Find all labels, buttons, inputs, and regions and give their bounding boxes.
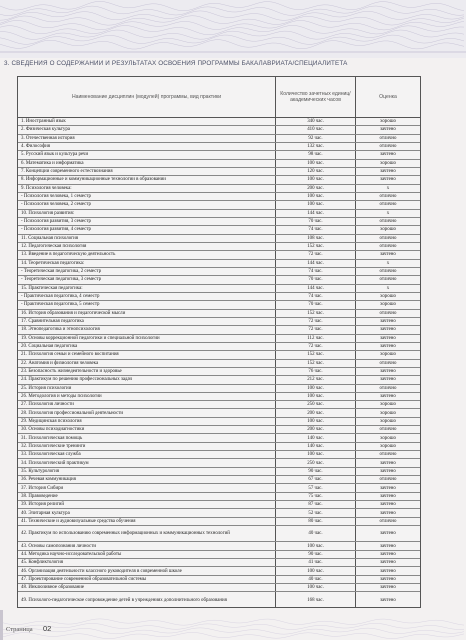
discipline-name-cell: 45. Конфликтология — [18, 559, 276, 566]
grade-cell: хорошо — [380, 402, 396, 408]
discipline-name-cell: 14. Теоретическая педагогика: — [18, 260, 276, 267]
table-row — [18, 243, 420, 251]
grade-cell: зачтено — [380, 502, 396, 508]
grade-cell: зачтено — [380, 335, 396, 341]
page-edge-mark — [0, 610, 3, 640]
table-row — [18, 226, 420, 234]
grade-cell: зачтено — [380, 177, 396, 183]
page-label: Страница — [6, 626, 33, 633]
hours-cell: 144 час. — [276, 285, 356, 292]
table-row — [18, 476, 420, 484]
discipline-name-cell: 21. Психология семьи и семейного воспитания — [18, 351, 276, 358]
grade-cell: отлично — [379, 269, 397, 274]
grade-cell: отлично — [379, 452, 397, 458]
hours-cell: 72 час. — [276, 326, 356, 333]
table-row — [18, 509, 420, 517]
table-row — [18, 201, 420, 209]
grade-cell: зачтено — [380, 551, 396, 557]
header-discipline-name: Наименование дисциплин (модулей) программы, вид практики — [18, 77, 276, 117]
discipline-name-cell: 1. Иностранный язык — [18, 118, 276, 125]
discipline-name-cell: 11. Социальная психология — [18, 235, 276, 242]
discipline-name-cell: 15. Практическая педагогика: — [18, 285, 276, 292]
hours-cell: 90 час. — [276, 551, 356, 558]
table-row — [18, 418, 420, 426]
discipline-name-cell: 47. Проектирование современной образовательной системы — [18, 576, 276, 583]
grade-cell: зачтено — [380, 510, 396, 516]
table-row — [18, 143, 420, 151]
table-row — [18, 551, 420, 559]
grade-cell: отлично — [379, 219, 397, 225]
discipline-name-cell: 48. Инклюзивное образование — [18, 584, 276, 591]
discipline-name-cell: - Теоретическая педагогика, 2 семестр — [18, 268, 276, 275]
hours-cell: 152 час. — [276, 243, 356, 250]
guilloche-bottom-border — [0, 616, 466, 640]
hours-cell: 72 час. — [276, 343, 356, 350]
discipline-name-cell: 6. Математика и информатика — [18, 160, 276, 167]
table-row — [18, 559, 420, 567]
discipline-name-cell: 28. Психология профессиональной деятельности — [18, 409, 276, 416]
grade-cell: отлично — [379, 360, 397, 366]
discipline-name-cell: 9. Психология человека: — [18, 185, 276, 192]
table-row — [18, 135, 420, 143]
table-row — [18, 360, 420, 368]
hours-cell: 144 час. — [276, 210, 356, 217]
table-row — [18, 385, 420, 393]
discipline-name-cell: 37. История Сибири — [18, 484, 276, 491]
table-row — [18, 401, 420, 409]
discipline-name-cell: 38. Правоведение — [18, 493, 276, 500]
hours-cell: 200 час. — [276, 409, 356, 416]
table-row — [18, 210, 420, 218]
discipline-name-cell: 18. Этнопедагогика и этнопсихология — [18, 326, 276, 333]
grade-cell: зачтено — [380, 493, 396, 499]
hours-cell: 152 час. — [276, 360, 356, 367]
table-row — [18, 434, 420, 442]
grade-cell: хорошо — [380, 302, 396, 308]
grade-cell: отлично — [379, 202, 397, 208]
grade-cell: x — [386, 260, 390, 266]
hours-cell: 140 час. — [276, 443, 356, 450]
hours-cell: 108 час. — [276, 235, 356, 242]
table-row — [18, 193, 420, 201]
discipline-name-cell: 26. Методология и методы психологии — [18, 393, 276, 400]
table-row — [18, 318, 420, 326]
grade-cell: отлично — [379, 310, 397, 316]
section-title: 3. СВЕДЕНИЯ О СОДЕРЖАНИИ И РЕЗУЛЬТАТАХ ОСВОЕНИЯ ПРОГРАММЫ БАКАЛАВРИАТА/СПЕЦИАЛИТЕТА — [4, 60, 348, 67]
table-row — [18, 584, 420, 592]
discipline-name-cell: - Теоретическая педагогика, 3 семестр — [18, 276, 276, 283]
hours-cell: 100 час. — [276, 193, 356, 200]
table-row — [18, 518, 420, 526]
grade-cell: зачтено — [380, 368, 396, 374]
discipline-name-cell: 39. История религий — [18, 501, 276, 508]
hours-cell: 100 час. — [276, 542, 356, 549]
hours-cell: 67 час. — [276, 476, 356, 483]
grade-cell: хорошо — [380, 352, 396, 358]
table-row — [18, 576, 420, 584]
table-body — [18, 118, 420, 608]
discipline-name-cell: 19. Основы коррекционной педагогики и специальной психологии — [18, 335, 276, 342]
table-row — [18, 592, 420, 607]
table-row — [18, 351, 420, 359]
hours-cell: 80 час. — [276, 518, 356, 525]
table-row — [18, 176, 420, 184]
table-row — [18, 151, 420, 159]
hours-cell: 70 час. — [276, 276, 356, 283]
grade-cell: зачтено — [380, 597, 396, 603]
table-row — [18, 260, 420, 268]
grade-cell: отлично — [379, 135, 397, 141]
hours-cell: 98 час. — [276, 151, 356, 158]
discipline-name-cell: 46. Организация деятельности классного руководителя в современной школе — [18, 567, 276, 574]
table-row — [18, 443, 420, 451]
discipline-name-cell: 20. Социальная педагогика — [18, 343, 276, 350]
discipline-name-cell: - Психология человека, 2 семестр — [18, 201, 276, 208]
discipline-name-cell: 16. История образования и педагогической мысли — [18, 310, 276, 317]
table-row — [18, 393, 420, 401]
table-row — [18, 268, 420, 276]
grade-cell: x — [386, 285, 390, 291]
table-row — [18, 409, 420, 417]
discipline-name-cell: 10. Психология развития: — [18, 210, 276, 217]
hours-cell: 100 час. — [276, 393, 356, 400]
table-header — [18, 77, 420, 118]
grade-cell: хорошо — [380, 293, 396, 299]
hours-cell: 100 час. — [276, 385, 356, 392]
grade-cell: хорошо — [380, 435, 396, 441]
grade-cell: отлично — [379, 194, 397, 200]
discipline-name-cell: 13. Введение в педагогическую деятельность — [18, 251, 276, 258]
hours-cell: 74 час. — [276, 293, 356, 300]
hours-cell: 168 час. — [276, 592, 356, 607]
table-row — [18, 451, 420, 459]
table-row — [18, 285, 420, 293]
discipline-name-cell: 31. Психологическая помощь — [18, 434, 276, 441]
table-row — [18, 185, 420, 193]
hours-cell: 92 час. — [276, 135, 356, 142]
table-row — [18, 301, 420, 309]
grade-cell: x — [386, 185, 390, 191]
table-row — [18, 335, 420, 343]
discipline-name-cell: 12. Педагогическая психология — [18, 243, 276, 250]
grade-cell: зачтено — [380, 152, 396, 158]
hours-cell: 200 час. — [276, 426, 356, 433]
hours-cell: 52 час. — [276, 509, 356, 516]
grade-cell: отлично — [379, 518, 397, 524]
discipline-name-cell: 41. Технические и аудиовизуальные средства обучения — [18, 518, 276, 525]
hours-cell: 100 час. — [276, 201, 356, 208]
hours-cell: 340 час. — [276, 118, 356, 125]
hours-cell: 74 час. — [276, 226, 356, 233]
grade-cell: зачтено — [380, 252, 396, 258]
discipline-name-cell: 35. Культурология — [18, 468, 276, 475]
hours-cell: 152 час. — [276, 310, 356, 317]
discipline-name-cell: 33. Психологическая служба — [18, 451, 276, 458]
discipline-name-cell: 43. Основы самопознания личности — [18, 542, 276, 549]
hours-cell: 40 час. — [276, 576, 356, 583]
hours-cell: 250 час. — [276, 459, 356, 466]
grade-cell: отлично — [379, 277, 397, 283]
discipline-name-cell: 23. Безопасность жизнедеятельности и здоровье — [18, 368, 276, 375]
grade-cell: отлично — [379, 244, 397, 250]
table-row — [18, 310, 420, 318]
hours-cell: 250 час. — [276, 401, 356, 408]
discipline-name-cell: 30. Основы психодиагностики — [18, 426, 276, 433]
grade-cell: отлично — [379, 235, 397, 241]
table-row — [18, 368, 420, 376]
table-row — [18, 376, 420, 384]
discipline-name-cell: 49. Психолого-педагогическое сопровождение детей в учреждениях дополнительного образования — [18, 592, 276, 607]
hours-cell: 120 час. — [276, 168, 356, 175]
table-row — [18, 426, 420, 434]
table-row — [18, 218, 420, 226]
discipline-name-cell: 7. Концепции современного естествознания — [18, 168, 276, 175]
discipline-name-cell: 34. Психологический практикум — [18, 459, 276, 466]
table-row — [18, 468, 420, 476]
hours-cell: 70 час. — [276, 301, 356, 308]
table-row — [18, 160, 420, 168]
discipline-name-cell: 17. Сравнительная педагогика — [18, 318, 276, 325]
grade-cell: зачтено — [380, 568, 396, 574]
grade-cell: хорошо — [380, 119, 396, 125]
table-row — [18, 251, 420, 259]
table-row — [18, 343, 420, 351]
grade-cell: зачтено — [380, 169, 396, 175]
table-row — [18, 459, 420, 467]
hours-cell: 100 час. — [276, 451, 356, 458]
table-row — [18, 118, 420, 126]
table-row — [18, 493, 420, 501]
discipline-name-cell: 42. Практикум по использованию современных информационных и коммуникационных технологий — [18, 526, 276, 541]
header-hours: Количество зачетных единиц/ академических часов — [276, 77, 356, 117]
discipline-name-cell: 5. Русский язык и культура речи — [18, 151, 276, 158]
discipline-name-cell: - Практическая педагогика, 4 семестр — [18, 293, 276, 300]
hours-cell: 74 час. — [276, 268, 356, 275]
hours-cell: 200 час. — [276, 185, 356, 192]
hours-cell: 100 час. — [276, 567, 356, 574]
grade-cell: x — [386, 210, 390, 216]
grade-cell: хорошо — [380, 160, 396, 166]
courses-table — [17, 76, 421, 608]
table-row — [18, 526, 420, 542]
grade-cell: хорошо — [380, 443, 396, 449]
hours-cell: 132 час. — [276, 143, 356, 150]
grade-cell: зачтено — [380, 468, 396, 474]
discipline-name-cell: 3. Отечественная история — [18, 135, 276, 142]
grade-cell: зачтено — [380, 327, 396, 333]
hours-cell: 144 час. — [276, 260, 356, 267]
discipline-name-cell: 44. Методика научно-исследовательской работы — [18, 551, 276, 558]
discipline-name-cell: 27. Психология личности — [18, 401, 276, 408]
discipline-name-cell: 40. Элитарная культура — [18, 509, 276, 516]
discipline-name-cell: 25. История психологии — [18, 385, 276, 392]
discipline-name-cell: - Психология развития, 4 семестр — [18, 226, 276, 233]
hours-cell: 112 час. — [276, 335, 356, 342]
grade-cell: отлично — [379, 427, 397, 433]
table-row — [18, 484, 420, 492]
discipline-name-cell: 22. Анатомия и физиология человека — [18, 360, 276, 367]
grade-cell: хорошо — [380, 227, 396, 233]
hours-cell: 140 час. — [276, 434, 356, 441]
discipline-name-cell: 29. Медицинская психология — [18, 418, 276, 425]
hours-cell: 100 час. — [276, 418, 356, 425]
page-number: 02 — [43, 624, 52, 633]
grade-cell: зачтено — [380, 127, 396, 133]
grade-cell: хорошо — [380, 410, 396, 416]
table-row — [18, 501, 420, 509]
table-row — [18, 276, 420, 284]
grade-cell: зачтено — [380, 485, 396, 491]
guilloche-top-border — [0, 0, 466, 58]
hours-cell: 75 час. — [276, 493, 356, 500]
grade-cell: зачтено — [380, 543, 396, 549]
table-row — [18, 168, 420, 176]
discipline-name-cell: 4. Философия — [18, 143, 276, 150]
hours-cell: 57 час. — [276, 484, 356, 491]
grade-cell: зачтено — [380, 393, 396, 399]
grade-cell: хорошо — [380, 418, 396, 424]
discipline-name-cell: 2. Физическая культура — [18, 126, 276, 133]
discipline-name-cell: 32. Психологические тренинги — [18, 443, 276, 450]
table-row — [18, 567, 420, 575]
table-row — [18, 235, 420, 243]
hours-cell: 100 час. — [276, 176, 356, 183]
discipline-name-cell: 36. Речевая коммуникация — [18, 476, 276, 483]
table-row — [18, 293, 420, 301]
hours-cell: 87 час. — [276, 501, 356, 508]
discipline-name-cell: 24. Практикум по решению профессиональных задач — [18, 376, 276, 383]
header-grade: Оценка — [379, 93, 397, 100]
hours-cell: 70 час. — [276, 218, 356, 225]
hours-cell: 100 час. — [276, 160, 356, 167]
discipline-name-cell: - Практическая педагогика, 5 семестр — [18, 301, 276, 308]
hours-cell: 72 час. — [276, 318, 356, 325]
discipline-name-cell: - Психология человека, 1 семестр — [18, 193, 276, 200]
table-row — [18, 126, 420, 134]
grade-cell: отлично — [379, 477, 397, 483]
hours-cell: 212 час. — [276, 376, 356, 383]
hours-cell: 41 час. — [276, 559, 356, 566]
hours-cell: 90 час. — [276, 468, 356, 475]
hours-cell: 40 час. — [276, 526, 356, 541]
grade-cell: зачтено — [380, 560, 396, 566]
grade-cell: отлично — [379, 144, 397, 150]
table-row — [18, 542, 420, 550]
grade-cell: зачтено — [380, 318, 396, 324]
table-row — [18, 326, 420, 334]
grade-cell: зачтено — [380, 531, 396, 537]
hours-cell: 152 час. — [276, 351, 356, 358]
hours-cell: 76 час. — [276, 368, 356, 375]
grade-cell: зачтено — [380, 343, 396, 349]
grade-cell: зачтено — [380, 576, 396, 582]
grade-cell: зачтено — [380, 585, 396, 591]
grade-cell: зачтено — [380, 460, 396, 466]
hours-cell: 100 час. — [276, 584, 356, 591]
hours-cell: 410 час. — [276, 126, 356, 133]
discipline-name-cell: - Психология развития, 3 семестр — [18, 218, 276, 225]
grade-cell: отлично — [379, 385, 397, 391]
hours-cell: 72 час. — [276, 251, 356, 258]
discipline-name-cell: 8. Информационные и коммуникационные технологии в образовании — [18, 176, 276, 183]
grade-cell: зачтено — [380, 377, 396, 383]
